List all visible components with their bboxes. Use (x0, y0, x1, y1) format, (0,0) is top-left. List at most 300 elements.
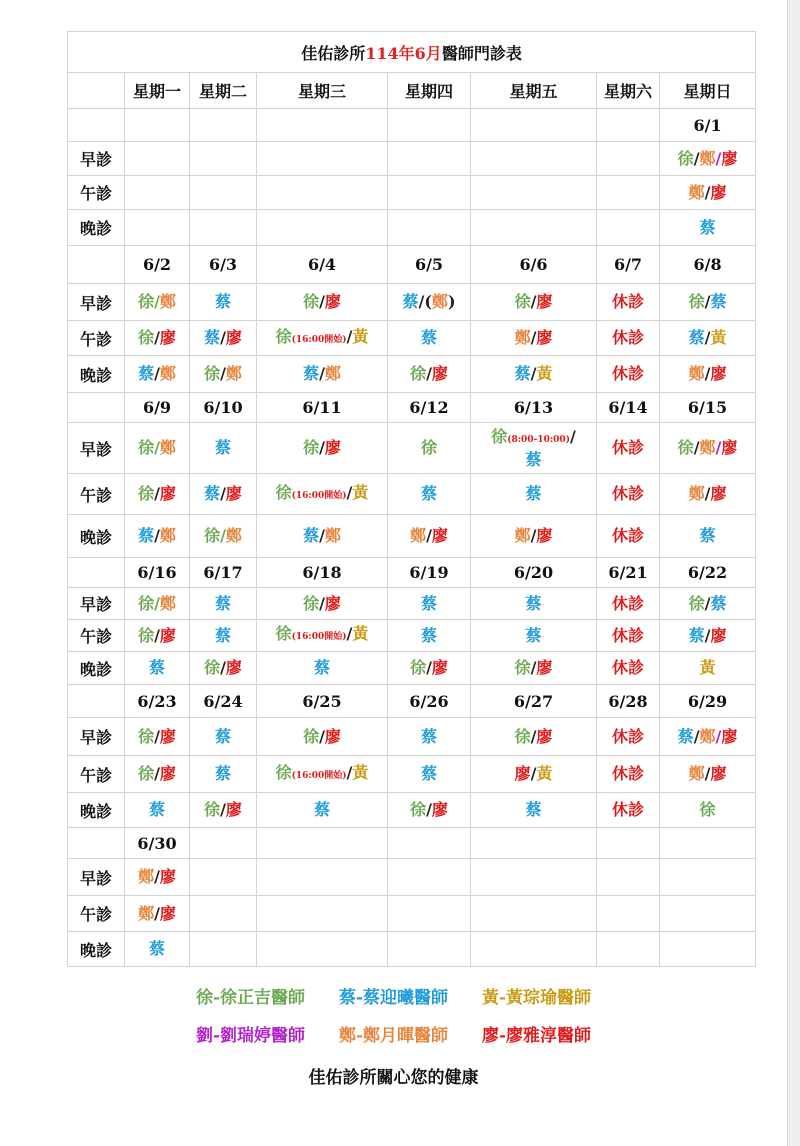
schedule-cell (388, 284, 471, 321)
doctor-code: 鄭 (688, 364, 705, 383)
schedule-note: (16:00開始) (291, 770, 347, 781)
schedule-cell (190, 932, 257, 967)
doctor-code: 鄭 (324, 364, 341, 383)
date-cell (471, 109, 597, 142)
doctor-code: /( (418, 292, 432, 311)
session-label: 午診 (68, 620, 125, 652)
date-cell: 6/7 (597, 246, 660, 284)
schedule-cell (597, 756, 660, 793)
legend-item: 蔡-蔡迎曦醫師 (338, 988, 449, 1008)
schedule-cell (388, 588, 471, 620)
schedule-cell (471, 474, 597, 515)
date-row (68, 393, 756, 423)
doctor-code: 徐 (410, 658, 427, 677)
doctor-code: / (693, 438, 700, 457)
schedule-cell (190, 321, 257, 356)
doctor-code: / (220, 526, 226, 545)
schedule-cell (257, 284, 388, 321)
doctor-code: 廖 (721, 726, 738, 746)
doctor-code: 蔡 (138, 364, 155, 383)
doctor-code: 徐 (275, 624, 292, 643)
doctor-code: 蔡 (420, 328, 437, 347)
date-cell (597, 828, 660, 859)
doctor-code: 蔡 (710, 593, 727, 613)
schedule-cell (125, 210, 190, 246)
doctor-code: 廖 (225, 328, 242, 347)
doctor-code: 蔡 (420, 764, 437, 783)
schedule-cell (597, 718, 660, 756)
schedule-cell (190, 356, 257, 393)
schedule-cell (597, 284, 660, 321)
date-cell (388, 828, 471, 859)
schedule-cell (471, 210, 597, 246)
doctor-code: 徐 (138, 438, 155, 457)
schedule-cell (388, 932, 471, 967)
doctor-code: 鄭 (138, 867, 155, 886)
doctor-code: 廖 (225, 484, 242, 503)
session-label: 午診 (68, 321, 125, 356)
date-row-label (68, 685, 125, 718)
doctor-code: / (154, 625, 160, 645)
weekday-header: 星期四 (388, 73, 471, 109)
doctor-code: / (154, 726, 160, 746)
doctor-code: / (346, 762, 353, 782)
date-cell: 6/27 (471, 685, 597, 718)
doctor-code: 鄭 (688, 764, 705, 783)
doctor-code: 廖 (710, 625, 727, 645)
doctor-code: / (346, 326, 353, 346)
session-row (68, 896, 756, 932)
date-cell: 6/22 (660, 558, 756, 588)
date-cell: 6/30 (125, 828, 190, 859)
schedule-cell (388, 176, 471, 210)
schedule-cell (660, 423, 756, 474)
doctor-code: 蔡 (688, 328, 705, 347)
schedule-note: 休診 (611, 625, 644, 645)
doctor-code: 廖 (710, 182, 727, 202)
date-cell: 6/8 (660, 246, 756, 284)
legend-item: 鄭-鄭月暉醫師 (338, 1026, 449, 1046)
schedule-cell (388, 321, 471, 356)
doctor-code: 徐 (677, 148, 694, 168)
schedule-cell (125, 652, 190, 685)
date-cell: 6/2 (125, 246, 190, 284)
doctor-code: / (220, 484, 226, 503)
doctor-code: / (319, 726, 325, 746)
schedule-cell (660, 793, 756, 828)
doctor-code: 蔡 (420, 484, 437, 503)
clinic-footer-message: 佳佑診所關心您的健康 (308, 1068, 479, 1088)
schedule-cell (471, 142, 597, 176)
doctor-code: / (715, 726, 722, 746)
schedule-cell (597, 321, 660, 356)
date-cell (125, 109, 190, 142)
schedule-cell (388, 756, 471, 793)
doctor-legend-row-1 (0, 983, 787, 1008)
doctor-code: 蔡 (402, 292, 419, 311)
schedule-cell (257, 859, 388, 896)
doctor-code: / (530, 726, 537, 746)
weekday-header: 星期二 (190, 73, 257, 109)
schedule-cell (257, 474, 388, 515)
doctor-code: ) (447, 292, 456, 311)
doctor-code: 蔡 (214, 764, 231, 783)
session-label: 晚診 (68, 652, 125, 685)
schedule-cell (257, 142, 388, 176)
schedule-cell (125, 859, 190, 896)
schedule-cell (471, 515, 597, 558)
schedule-cell (471, 652, 597, 685)
schedule-cell (660, 932, 756, 967)
schedule-cell (388, 718, 471, 756)
schedule-cell (125, 176, 190, 210)
date-row (68, 109, 756, 142)
doctor-code: / (530, 364, 537, 383)
schedule-title: 佳佑診所114年6月醫師門診表 (68, 32, 756, 73)
doctor-code: 鄭 (225, 364, 242, 383)
session-row (68, 142, 756, 176)
session-label: 晚診 (68, 932, 125, 967)
session-row (68, 652, 756, 685)
schedule-cell (660, 588, 756, 620)
weekday-header: 星期五 (471, 73, 597, 109)
session-row (68, 620, 756, 652)
legend-item: 黃-黃琮瑜醫師 (481, 988, 592, 1008)
doctor-code: 徐 (204, 658, 221, 677)
date-cell (388, 109, 471, 142)
schedule-cell (471, 588, 597, 620)
doctor-code: / (426, 800, 432, 819)
schedule-cell (190, 284, 257, 321)
schedule-cell (257, 210, 388, 246)
doctor-code: / (220, 364, 226, 383)
doctor-code: 徐 (514, 726, 531, 746)
legend-item: 劉-劉瑞婷醫師 (195, 1026, 306, 1046)
date-row-label (68, 246, 125, 284)
schedule-cell (388, 896, 471, 932)
schedule-cell (257, 932, 388, 967)
schedule-note: 休診 (611, 364, 644, 383)
doctor-code: 徐 (303, 726, 320, 746)
date-cell (257, 828, 388, 859)
session-row (68, 932, 756, 967)
doctor-code: 廖 (710, 484, 727, 503)
doctor-code: 蔡 (420, 726, 437, 746)
doctor-code: / (704, 764, 711, 783)
schedule-cell (190, 588, 257, 620)
date-cell: 6/20 (471, 558, 597, 588)
doctor-code: 廖 (159, 484, 176, 503)
schedule-cell (597, 210, 660, 246)
doctor-code: 徐 (275, 762, 292, 782)
schedule-cell (388, 474, 471, 515)
doctor-code: 鄭 (514, 526, 531, 545)
doctor-code: 黃 (352, 326, 369, 346)
doctor-code: 徐 (491, 426, 508, 446)
doctor-code: 蔡 (303, 526, 320, 545)
date-cell (190, 109, 257, 142)
schedule-note: 休診 (611, 593, 644, 613)
schedule-cell (190, 652, 257, 685)
date-row-label (68, 828, 125, 859)
doctor-code: 蔡 (313, 658, 330, 677)
doctor-code: 徐 (275, 326, 292, 346)
session-label: 早診 (68, 423, 125, 474)
doctor-code: 徐 (303, 292, 320, 311)
doctor-code: / (319, 292, 325, 311)
schedule-cell (190, 474, 257, 515)
weekday-header: 星期六 (597, 73, 660, 109)
doctor-code: 鄭 (138, 903, 155, 923)
schedule-cell (257, 321, 388, 356)
date-cell: 6/23 (125, 685, 190, 718)
doctor-code: 鄭 (699, 148, 716, 168)
date-row-label (68, 558, 125, 588)
session-label: 晚診 (68, 515, 125, 558)
doctor-code: 黃 (710, 328, 727, 347)
doctor-code: 蔡 (204, 328, 221, 347)
session-row (68, 793, 756, 828)
date-cell (257, 109, 388, 142)
doctor-code: 廖 (536, 328, 553, 347)
session-label: 晚診 (68, 356, 125, 393)
doctor-code: 廖 (431, 364, 448, 383)
schedule-cell (471, 321, 597, 356)
schedule-note: 休診 (611, 328, 644, 347)
doctor-code: / (154, 292, 160, 311)
schedule-note: 休診 (611, 292, 644, 311)
doctor-code: 廖 (431, 658, 448, 677)
clinic-schedule-table (67, 31, 756, 967)
doctor-code: 徐 (303, 593, 320, 613)
doctor-code: 蔡 (525, 593, 542, 613)
schedule-cell (125, 321, 190, 356)
date-cell: 6/1 (660, 109, 756, 142)
doctor-code: 鄭 (514, 328, 531, 347)
session-row (68, 515, 756, 558)
doctor-code: 蔡 (677, 726, 694, 746)
doctor-code: 廖 (324, 292, 341, 311)
doctor-code: 廖 (431, 800, 448, 819)
date-cell: 6/16 (125, 558, 190, 588)
doctor-code: / (704, 625, 711, 645)
date-cell: 6/24 (190, 685, 257, 718)
date-cell: 6/14 (597, 393, 660, 423)
weekday-header: 星期三 (257, 73, 388, 109)
schedule-cell (257, 515, 388, 558)
doctor-code: 廖 (721, 438, 738, 457)
date-cell: 6/21 (597, 558, 660, 588)
doctor-code: 廖 (721, 148, 738, 168)
schedule-cell (471, 756, 597, 793)
schedule-cell (190, 620, 257, 652)
weekday-header: 星期日 (660, 73, 756, 109)
session-row (68, 423, 756, 474)
doctor-code: / (426, 526, 432, 545)
doctor-code: 鄭 (159, 292, 176, 311)
schedule-cell (471, 896, 597, 932)
session-label: 晚診 (68, 793, 125, 828)
doctor-code: / (346, 482, 353, 502)
date-cell: 6/15 (660, 393, 756, 423)
schedule-cell (597, 896, 660, 932)
schedule-note: 休診 (611, 438, 644, 457)
schedule-cell (190, 859, 257, 896)
date-cell: 6/18 (257, 558, 388, 588)
schedule-cell (125, 756, 190, 793)
doctor-code: 徐 (699, 800, 716, 819)
session-label: 午診 (68, 176, 125, 210)
doctor-code: 蔡 (214, 625, 231, 645)
schedule-cell (660, 321, 756, 356)
schedule-cell (125, 793, 190, 828)
date-cell: 6/6 (471, 246, 597, 284)
doctor-code: 徐 (420, 438, 437, 457)
doctor-code: 黃 (536, 764, 553, 783)
doctor-code: 鄭 (159, 593, 176, 613)
schedule-cell (597, 652, 660, 685)
doctor-code: / (426, 658, 432, 677)
schedule-cell (660, 142, 756, 176)
doctor-code: 廖 (710, 364, 727, 383)
doctor-code: / (530, 292, 537, 311)
schedule-note: 休診 (611, 484, 644, 503)
doctor-code: 黃 (352, 624, 369, 643)
doctor-code: / (319, 438, 325, 457)
date-cell (660, 828, 756, 859)
schedule-cell (125, 896, 190, 932)
doctor-code: 鄭 (688, 182, 705, 202)
doctor-code: / (154, 484, 160, 503)
doctor-code: 蔡 (420, 593, 437, 613)
date-cell: 6/29 (660, 685, 756, 718)
schedule-cell (471, 620, 597, 652)
doctor-code: 蔡 (699, 526, 716, 545)
schedule-cell (257, 652, 388, 685)
session-label: 早診 (68, 142, 125, 176)
doctor-code: 徐 (138, 625, 155, 645)
schedule-cell (660, 176, 756, 210)
session-row (68, 588, 756, 620)
doctor-code: 蔡 (214, 726, 231, 746)
doctor-code: 鄭 (324, 526, 341, 545)
doctor-code: 鄭 (225, 526, 242, 545)
doctor-code: 徐 (204, 364, 221, 383)
schedule-cell (660, 284, 756, 321)
doctor-code: 廖 (159, 625, 176, 645)
doctor-code: 蔡 (138, 526, 155, 545)
schedule-note: 休診 (611, 764, 644, 783)
doctor-code: 廖 (536, 526, 553, 545)
schedule-cell (190, 210, 257, 246)
doctor-code: 徐 (514, 292, 531, 311)
doctor-code: 廖 (324, 726, 341, 746)
schedule-cell (471, 718, 597, 756)
schedule-cell (125, 142, 190, 176)
doctor-code: / (319, 593, 325, 613)
doctor-code: 蔡 (214, 292, 231, 311)
doctor-code: / (530, 658, 537, 677)
schedule-cell (597, 620, 660, 652)
doctor-code: / (154, 867, 160, 886)
doctor-code: 蔡 (525, 800, 542, 819)
date-cell: 6/5 (388, 246, 471, 284)
session-label: 午診 (68, 474, 125, 515)
legend-item: 徐-徐正吉醫師 (195, 988, 306, 1008)
schedule-cell (125, 515, 190, 558)
doctor-code: 蔡 (525, 449, 542, 469)
doctor-code: 黃 (699, 658, 716, 677)
session-row (68, 718, 756, 756)
doctor-code: 蔡 (214, 438, 231, 457)
doctor-code: 徐 (138, 593, 155, 613)
doctor-code: 蔡 (420, 625, 437, 645)
schedule-cell (388, 356, 471, 393)
schedule-cell (597, 356, 660, 393)
doctor-code: 蔡 (148, 939, 165, 958)
doctor-code: / (154, 328, 160, 347)
doctor-code: 蔡 (214, 593, 231, 613)
doctor-code: 廖 (159, 903, 176, 923)
schedule-cell (125, 356, 190, 393)
schedule-note: (16:00開始) (291, 632, 347, 642)
doctor-code: 徐 (688, 292, 705, 311)
doctor-code: 蔡 (699, 217, 716, 237)
doctor-code: 黃 (352, 482, 369, 502)
schedule-cell (257, 588, 388, 620)
date-cell: 6/3 (190, 246, 257, 284)
doctor-code: 蔡 (148, 658, 165, 677)
schedule-cell (388, 620, 471, 652)
doctor-code: 廖 (514, 764, 531, 783)
doctor-code: / (154, 903, 160, 923)
date-row (68, 558, 756, 588)
schedule-note: (16:00開始) (291, 490, 347, 501)
schedule-cell (388, 859, 471, 896)
doctor-code: 徐 (138, 484, 155, 503)
doctor-code: / (154, 593, 160, 613)
schedule-cell (257, 176, 388, 210)
schedule-cell (388, 793, 471, 828)
date-cell: 6/25 (257, 685, 388, 718)
doctor-code: / (715, 438, 722, 457)
schedule-note: 休診 (611, 526, 644, 545)
doctor-code: 徐 (138, 764, 155, 783)
session-label: 晚診 (68, 210, 125, 246)
doctor-code: 廖 (536, 726, 553, 746)
doctor-code: 廖 (159, 764, 176, 783)
schedule-cell (660, 718, 756, 756)
session-label: 早診 (68, 588, 125, 620)
doctor-code: 徐 (688, 593, 705, 613)
schedule-cell (597, 176, 660, 210)
doctor-code: 徐 (514, 658, 531, 677)
doctor-code: / (154, 764, 160, 783)
doctor-code: / (154, 526, 160, 545)
doctor-code: 蔡 (710, 292, 727, 311)
schedule-cell (660, 474, 756, 515)
schedule-cell (388, 142, 471, 176)
schedule-cell (257, 620, 388, 652)
doctor-code: / (693, 148, 700, 168)
schedule-cell (125, 423, 190, 474)
doctor-code: 徐 (138, 328, 155, 347)
title-month: 114年6月 (365, 43, 442, 63)
schedule-cell (597, 474, 660, 515)
date-cell: 6/26 (388, 685, 471, 718)
doctor-code: 廖 (324, 438, 341, 457)
date-cell: 6/9 (125, 393, 190, 423)
